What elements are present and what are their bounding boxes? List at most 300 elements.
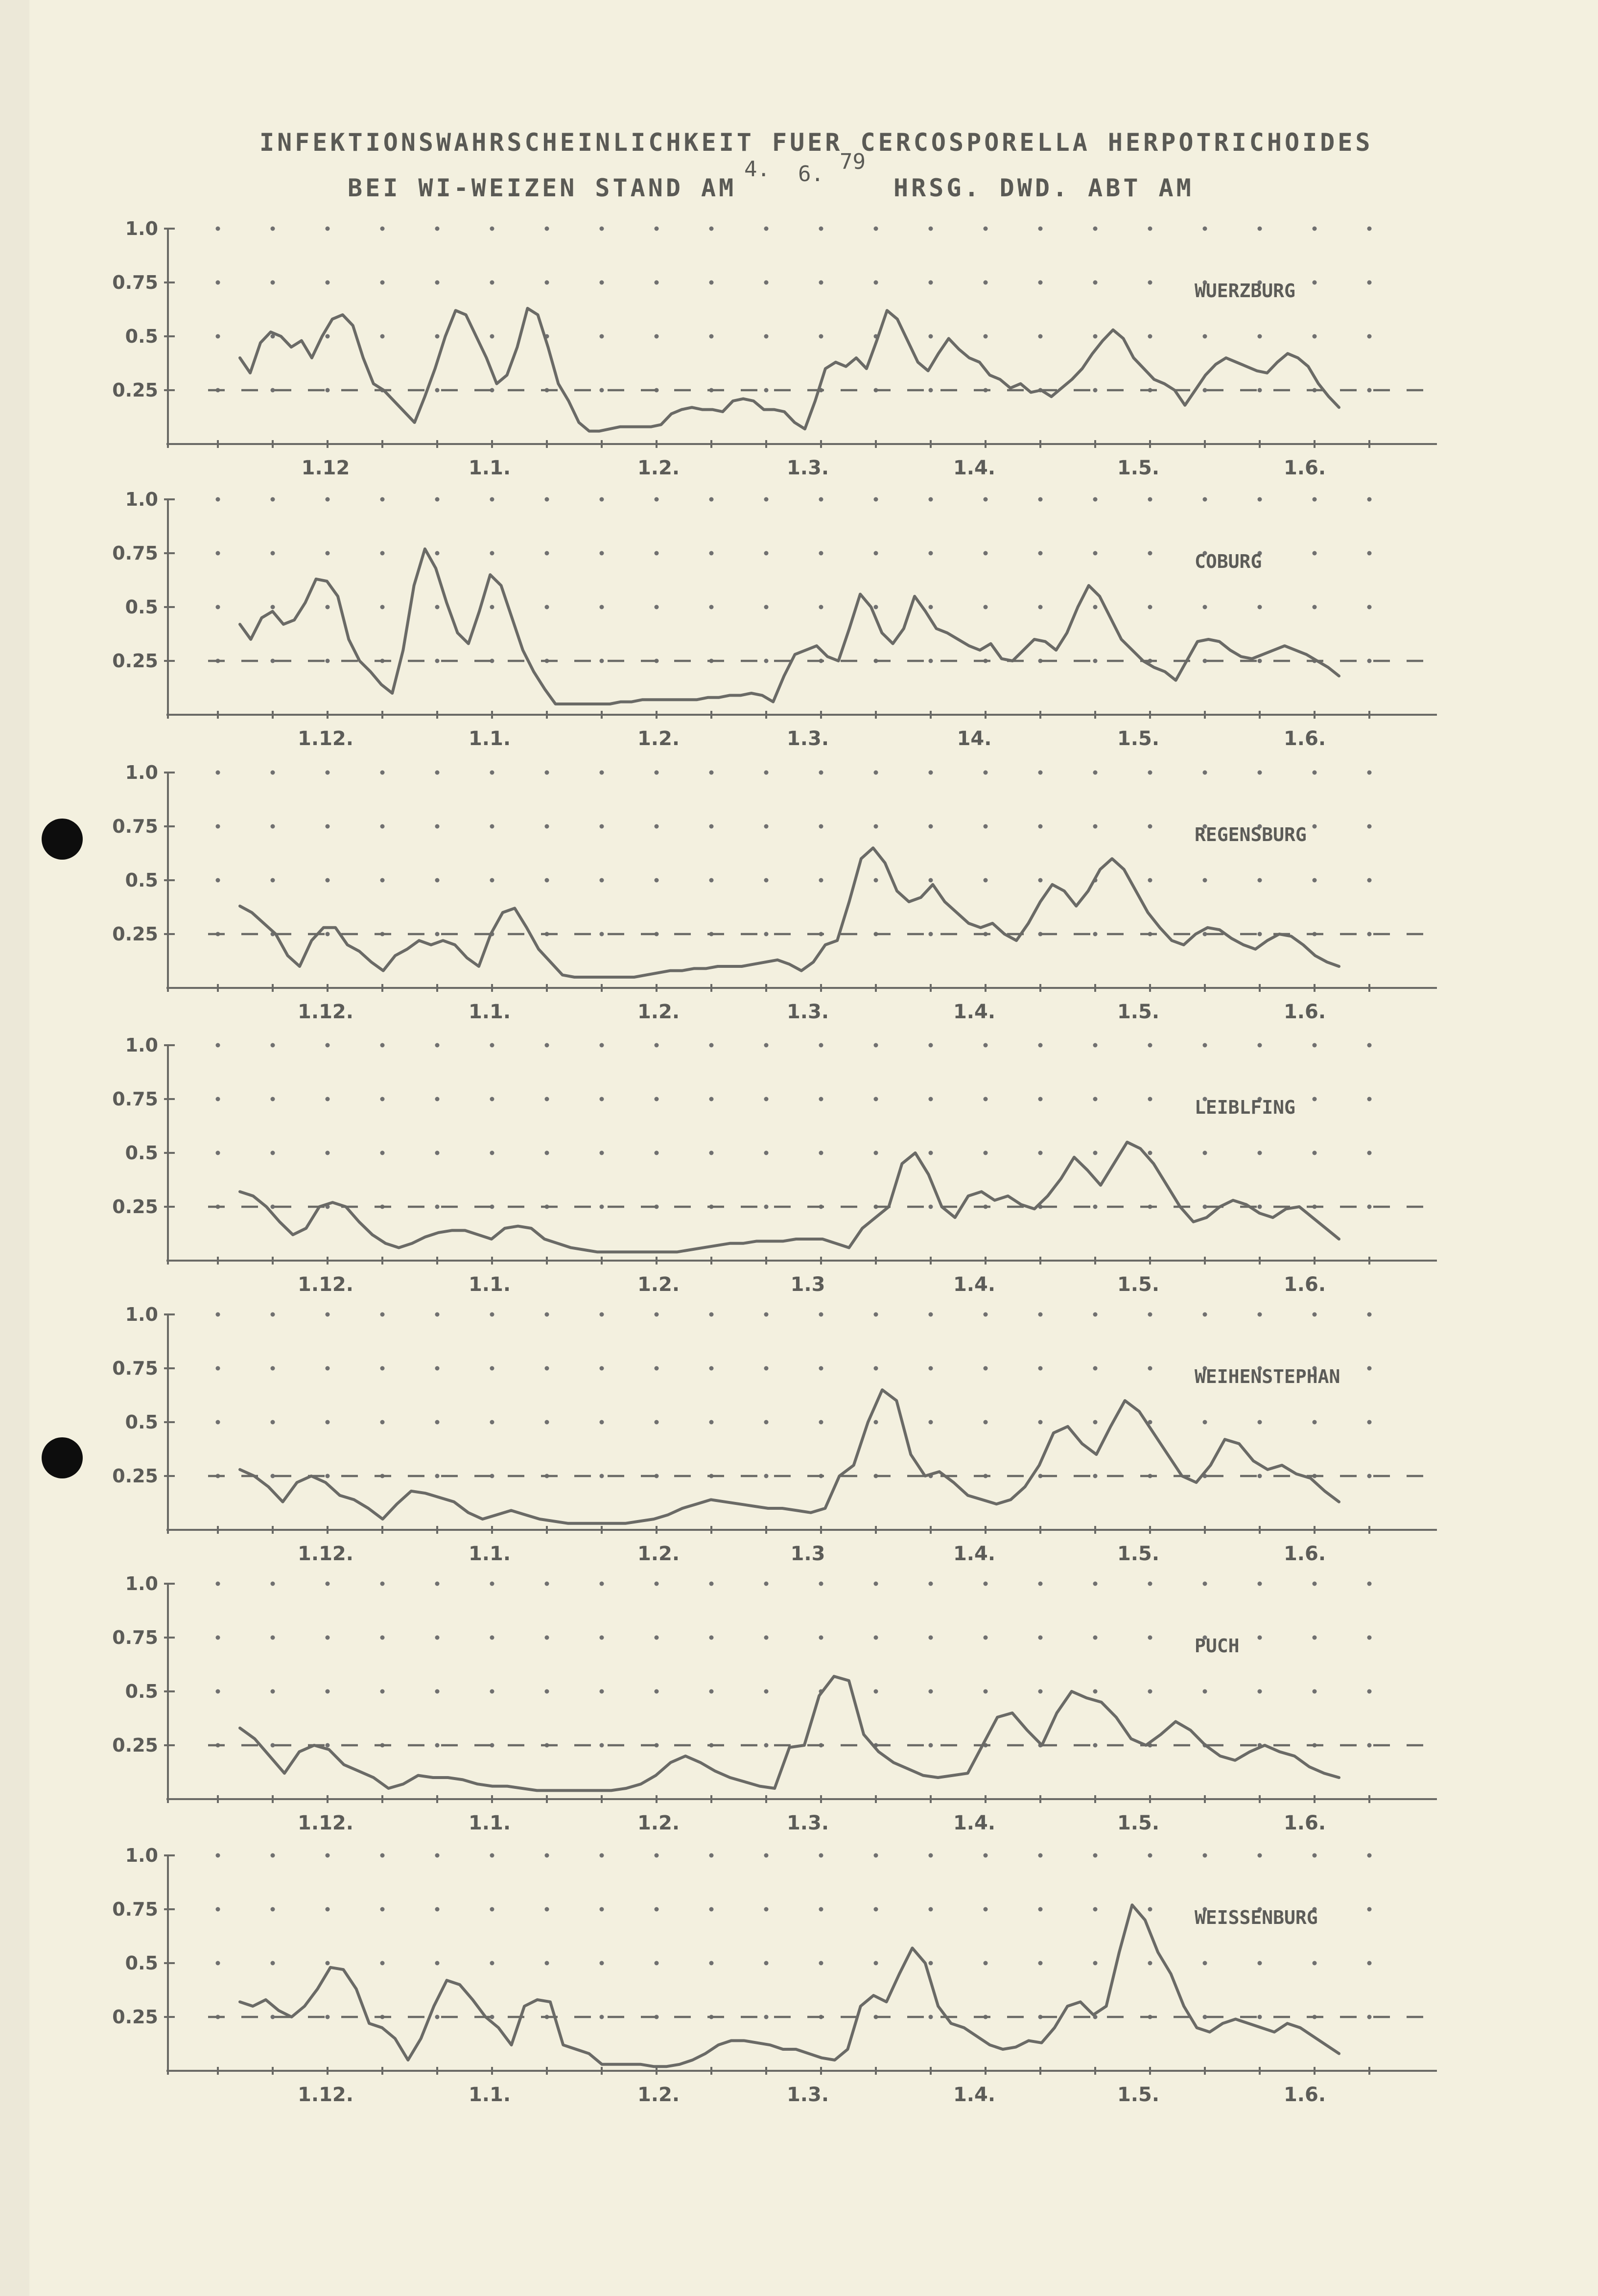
grid-dot xyxy=(1038,1961,1043,1966)
grid-dot xyxy=(764,388,769,393)
grid-dot xyxy=(490,1151,494,1155)
grid-dot xyxy=(545,227,549,231)
grid-dot xyxy=(600,1743,604,1748)
infection-probability-line xyxy=(240,1676,1339,1790)
x-tick-label: 1.3 xyxy=(790,1273,825,1296)
grid-dot xyxy=(819,281,823,285)
grid-dot xyxy=(709,227,714,231)
grid-dot xyxy=(655,1312,659,1317)
grid-dot xyxy=(216,771,220,775)
grid-dot xyxy=(600,1366,604,1371)
grid-dot xyxy=(216,1366,220,1371)
grid-dot xyxy=(216,1097,220,1101)
grid-dot xyxy=(490,1043,494,1048)
grid-dot xyxy=(709,1420,714,1425)
grid-dot xyxy=(1203,227,1207,231)
grid-dot xyxy=(1313,1961,1317,1966)
grid-dot xyxy=(216,878,220,883)
grid-dot xyxy=(545,1043,549,1048)
grid-dot xyxy=(709,878,714,883)
grid-dot xyxy=(929,1961,933,1966)
x-tick-label: 1.2. xyxy=(637,1812,680,1834)
grid-dot xyxy=(984,1636,988,1640)
grid-dot xyxy=(216,1582,220,1586)
x-tick-label: 1.5. xyxy=(1117,1001,1160,1023)
grid-dot xyxy=(764,824,769,829)
grid-dot xyxy=(271,1151,275,1155)
grid-dot xyxy=(600,659,604,663)
grid-dot xyxy=(600,932,604,937)
grid-dot xyxy=(655,334,659,339)
grid-dot xyxy=(819,1636,823,1640)
grid-dot xyxy=(545,824,549,829)
x-tick-label: 1.6. xyxy=(1283,727,1326,750)
y-tick-label: 1.0 xyxy=(125,762,158,783)
grid-dot xyxy=(271,551,275,556)
grid-dot xyxy=(874,281,878,285)
y-tick-label: 0.25 xyxy=(112,379,158,401)
grid-dot xyxy=(984,1043,988,1048)
grid-dot xyxy=(1258,1474,1262,1478)
grid-dot xyxy=(1203,659,1207,663)
grid-dot xyxy=(271,1043,275,1048)
grid-dot xyxy=(326,1689,330,1694)
grid-dot xyxy=(1203,1205,1207,1209)
grid-dot xyxy=(709,334,714,339)
grid-dot xyxy=(984,878,988,883)
grid-dot xyxy=(545,878,549,883)
grid-dot xyxy=(435,824,440,829)
grid-dot xyxy=(435,1582,440,1586)
x-tick-label: 14. xyxy=(957,727,992,750)
grid-dot xyxy=(216,1043,220,1048)
grid-dot xyxy=(1258,1151,1262,1155)
grid-dot xyxy=(984,605,988,609)
grid-dot xyxy=(1038,1853,1043,1858)
x-tick-label: 1.4. xyxy=(953,1543,996,1565)
grid-dot xyxy=(764,1474,769,1478)
grid-dot xyxy=(216,824,220,829)
grid-dot xyxy=(819,1961,823,1966)
x-tick-label: 1.1. xyxy=(468,1273,511,1296)
grid-dot xyxy=(1093,1151,1098,1155)
grid-dot xyxy=(380,1366,385,1371)
grid-dot xyxy=(655,1582,659,1586)
y-tick-label: 0.25 xyxy=(112,1465,158,1487)
y-tick-label: 1.0 xyxy=(125,218,158,239)
grid-dot xyxy=(1093,1097,1098,1101)
grid-dot xyxy=(545,1312,549,1317)
grid-dot xyxy=(1258,334,1262,339)
grid-dot xyxy=(1313,497,1317,502)
grid-dot xyxy=(929,2015,933,2019)
grid-dot xyxy=(709,1043,714,1048)
grid-dot xyxy=(271,1312,275,1317)
grid-dot xyxy=(655,605,659,609)
grid-dot xyxy=(874,227,878,231)
grid-dot xyxy=(1038,1097,1043,1101)
grid-dot xyxy=(600,1043,604,1048)
grid-dot xyxy=(709,1582,714,1586)
grid-dot xyxy=(216,1312,220,1317)
grid-dot xyxy=(380,1097,385,1101)
x-tick-label: 1.2. xyxy=(637,727,680,750)
grid-dot xyxy=(709,1689,714,1694)
grid-dot xyxy=(1148,1366,1152,1371)
grid-dot xyxy=(545,1151,549,1155)
grid-dot xyxy=(1148,334,1152,339)
grid-dot xyxy=(874,1151,878,1155)
grid-dot xyxy=(819,551,823,556)
x-tick-label: 1.12. xyxy=(298,1812,353,1834)
grid-dot xyxy=(435,1151,440,1155)
grid-dot xyxy=(984,497,988,502)
x-tick-label: 1.4. xyxy=(953,1812,996,1834)
grid-dot xyxy=(1148,878,1152,883)
grid-dot xyxy=(490,497,494,502)
y-tick-label: 0.5 xyxy=(125,1411,158,1433)
grid-dot xyxy=(1093,1043,1098,1048)
y-tick-label: 0.5 xyxy=(125,596,158,618)
grid-dot xyxy=(435,334,440,339)
grid-dot xyxy=(929,281,933,285)
grid-dot xyxy=(874,1097,878,1101)
grid-dot xyxy=(600,2015,604,2019)
grid-dot xyxy=(1148,227,1152,231)
grid-dot xyxy=(929,878,933,883)
grid-dot xyxy=(1093,1961,1098,1966)
grid-dot xyxy=(271,497,275,502)
grid-dot xyxy=(984,1689,988,1694)
grid-dot xyxy=(764,1582,769,1586)
grid-dot xyxy=(929,771,933,775)
grid-dot xyxy=(929,1743,933,1748)
grid-dot xyxy=(435,281,440,285)
infection-probability-line xyxy=(240,1142,1339,1252)
grid-dot xyxy=(545,605,549,609)
grid-dot xyxy=(1093,1205,1098,1209)
grid-dot xyxy=(1367,1097,1372,1101)
grid-dot xyxy=(764,932,769,937)
grid-dot xyxy=(1038,1907,1043,1912)
grid-dot xyxy=(1038,227,1043,231)
grid-dot xyxy=(1367,1205,1372,1209)
infection-probability-line xyxy=(240,308,1339,431)
grid-dot xyxy=(874,1366,878,1371)
x-tick-label: 1.5. xyxy=(1117,1812,1160,1834)
grid-dot xyxy=(655,1907,659,1912)
grid-dot xyxy=(1313,1043,1317,1048)
grid-dot xyxy=(1258,1205,1262,1209)
station-label: WEISSENBURG xyxy=(1195,1907,1318,1928)
grid-dot xyxy=(1148,1853,1152,1858)
x-tick-label: 1.6. xyxy=(1283,1543,1326,1565)
grid-dot xyxy=(216,551,220,556)
grid-dot xyxy=(1258,771,1262,775)
grid-dot xyxy=(490,1420,494,1425)
grid-dot xyxy=(1367,1582,1372,1586)
grid-dot xyxy=(1313,878,1317,883)
y-tick-label: 0.25 xyxy=(112,1196,158,1218)
grid-dot xyxy=(435,771,440,775)
y-tick-label: 0.75 xyxy=(112,1898,158,1920)
y-tick-label: 0.25 xyxy=(112,923,158,945)
grid-dot xyxy=(709,1312,714,1317)
x-tick-label: 1.6. xyxy=(1283,1812,1326,1834)
y-tick-label: 0.25 xyxy=(112,2006,158,2028)
grid-dot xyxy=(271,388,275,393)
grid-dot xyxy=(435,1636,440,1640)
grid-dot xyxy=(819,1097,823,1101)
grid-dot xyxy=(655,1366,659,1371)
grid-dot xyxy=(709,605,714,609)
grid-dot xyxy=(435,1743,440,1748)
grid-dot xyxy=(709,1961,714,1966)
grid-dot xyxy=(984,1961,988,1966)
grid-dot xyxy=(819,1853,823,1858)
y-tick-label: 0.5 xyxy=(125,869,158,891)
grid-dot xyxy=(764,1366,769,1371)
grid-dot xyxy=(984,281,988,285)
grid-dot xyxy=(1367,1689,1372,1694)
grid-dot xyxy=(326,1743,330,1748)
x-tick-label: 1.2. xyxy=(637,1543,680,1565)
grid-dot xyxy=(1038,605,1043,609)
grid-dot xyxy=(1038,334,1043,339)
y-tick-label: 0.75 xyxy=(112,542,158,564)
grid-dot xyxy=(1148,824,1152,829)
grid-dot xyxy=(1093,1743,1098,1748)
grid-dot xyxy=(1258,2015,1262,2019)
grid-dot xyxy=(435,1205,440,1209)
grid-dot xyxy=(984,227,988,231)
grid-dot xyxy=(1313,1420,1317,1425)
x-tick-label: 1.4. xyxy=(953,1001,996,1023)
grid-dot xyxy=(1367,388,1372,393)
grid-dot xyxy=(1258,227,1262,231)
x-tick-label: 1.3. xyxy=(786,727,829,750)
grid-dot xyxy=(1367,1636,1372,1640)
grid-dot xyxy=(490,551,494,556)
grid-dot xyxy=(874,1636,878,1640)
grid-dot xyxy=(490,824,494,829)
grid-dot xyxy=(874,1689,878,1694)
grid-dot xyxy=(326,2015,330,2019)
grid-dot xyxy=(929,1366,933,1371)
grid-dot xyxy=(1203,1961,1207,1966)
grid-dot xyxy=(1038,878,1043,883)
grid-dot xyxy=(1203,1582,1207,1586)
grid-dot xyxy=(271,281,275,285)
grid-dot xyxy=(655,1043,659,1048)
grid-dot xyxy=(709,1853,714,1858)
station-label: WEIHENSTEPHAN xyxy=(1195,1366,1340,1387)
grid-dot xyxy=(764,659,769,663)
grid-dot xyxy=(1038,1636,1043,1640)
grid-dot xyxy=(271,1853,275,1858)
grid-dot xyxy=(435,605,440,609)
grid-dot xyxy=(819,605,823,609)
x-tick-label: 1.12. xyxy=(298,727,353,750)
grid-dot xyxy=(1313,1636,1317,1640)
x-tick-label: 1.4. xyxy=(953,2084,996,2106)
grid-dot xyxy=(490,281,494,285)
grid-dot xyxy=(271,1097,275,1101)
x-tick-label: 1.12. xyxy=(298,1001,353,1023)
grid-dot xyxy=(490,227,494,231)
x-tick-label: 1.12. xyxy=(298,1273,353,1296)
station-label: PUCH xyxy=(1195,1635,1240,1657)
grid-dot xyxy=(1258,605,1262,609)
grid-dot xyxy=(1313,1312,1317,1317)
grid-dot xyxy=(216,605,220,609)
grid-dot xyxy=(600,1907,604,1912)
grid-dot xyxy=(435,388,440,393)
grid-dot xyxy=(655,281,659,285)
grid-dot xyxy=(435,932,440,937)
grid-dot xyxy=(655,551,659,556)
grid-dot xyxy=(490,1853,494,1858)
grid-dot xyxy=(1258,659,1262,663)
grid-dot xyxy=(271,1961,275,1966)
grid-dot xyxy=(764,1743,769,1748)
grid-dot xyxy=(326,932,330,937)
grid-dot xyxy=(1367,932,1372,937)
grid-dot xyxy=(764,551,769,556)
grid-dot xyxy=(874,1853,878,1858)
grid-dot xyxy=(490,1582,494,1586)
grid-dot xyxy=(1148,551,1152,556)
grid-dot xyxy=(435,1312,440,1317)
grid-dot xyxy=(764,281,769,285)
infection-probability-line xyxy=(240,1390,1339,1523)
grid-dot xyxy=(490,1636,494,1640)
grid-dot xyxy=(819,1043,823,1048)
grid-dot xyxy=(984,1582,988,1586)
grid-dot xyxy=(1203,932,1207,937)
y-tick-label: 1.0 xyxy=(125,489,158,510)
grid-dot xyxy=(380,1312,385,1317)
y-tick-label: 1.0 xyxy=(125,1304,158,1325)
grid-dot xyxy=(709,1636,714,1640)
grid-dot xyxy=(1258,878,1262,883)
grid-dot xyxy=(874,878,878,883)
grid-dot xyxy=(1038,1366,1043,1371)
grid-dot xyxy=(326,1366,330,1371)
grid-dot xyxy=(435,1961,440,1966)
grid-dot xyxy=(216,1636,220,1640)
grid-dot xyxy=(1148,605,1152,609)
grid-dot xyxy=(984,1366,988,1371)
title-line-2-left: BEI WI-WEIZEN STAND AM xyxy=(348,174,737,202)
x-tick-label: 1.3. xyxy=(786,457,829,479)
grid-dot xyxy=(545,1907,549,1912)
grid-dot xyxy=(1367,281,1372,285)
x-tick-label: 1.12. xyxy=(298,1543,353,1565)
title-line-1: INFEKTIONSWAHRSCHEINLICHKEIT FUER CERCOSPORELLA HERPOTRICHOIDES xyxy=(259,128,1373,157)
grid-dot xyxy=(600,1636,604,1640)
grid-dot xyxy=(380,1043,385,1048)
grid-dot xyxy=(1313,1582,1317,1586)
grid-dot xyxy=(929,1907,933,1912)
grid-dot xyxy=(655,1636,659,1640)
grid-dot xyxy=(1313,1689,1317,1694)
grid-dot xyxy=(545,1582,549,1586)
grid-dot xyxy=(326,1853,330,1858)
x-tick-label: 1.5. xyxy=(1117,1273,1160,1296)
grid-dot xyxy=(1038,1689,1043,1694)
grid-dot xyxy=(764,1312,769,1317)
grid-dot xyxy=(600,227,604,231)
grid-dot xyxy=(1367,1743,1372,1748)
grid-dot xyxy=(435,1097,440,1101)
x-tick-label: 1.6. xyxy=(1283,1273,1326,1296)
grid-dot xyxy=(490,771,494,775)
grid-dot xyxy=(271,1689,275,1694)
grid-dot xyxy=(764,227,769,231)
grid-dot xyxy=(545,771,549,775)
grid-dot xyxy=(1093,659,1098,663)
grid-dot xyxy=(1313,227,1317,231)
grid-dot xyxy=(1367,1043,1372,1048)
grid-dot xyxy=(380,824,385,829)
x-tick-label: 1.3. xyxy=(786,1812,829,1834)
grid-dot xyxy=(1203,334,1207,339)
grid-dot xyxy=(984,1097,988,1101)
grid-dot xyxy=(1148,1151,1152,1155)
grid-dot xyxy=(600,1151,604,1155)
grid-dot xyxy=(326,1043,330,1048)
y-tick-label: 1.0 xyxy=(125,1034,158,1056)
grid-dot xyxy=(874,1420,878,1425)
grid-dot xyxy=(326,1961,330,1966)
grid-dot xyxy=(1367,1312,1372,1317)
grid-dot xyxy=(1367,878,1372,883)
grid-dot xyxy=(929,551,933,556)
grid-dot xyxy=(764,771,769,775)
grid-dot xyxy=(655,1097,659,1101)
grid-dot xyxy=(435,1474,440,1478)
grid-dot xyxy=(1093,605,1098,609)
grid-dot xyxy=(271,1907,275,1912)
grid-dot xyxy=(1038,551,1043,556)
grid-dot xyxy=(655,1961,659,1966)
grid-dot xyxy=(600,551,604,556)
x-tick-label: 1.1. xyxy=(468,1812,511,1834)
grid-dot xyxy=(929,1097,933,1101)
grid-dot xyxy=(929,334,933,339)
grid-dot xyxy=(435,497,440,502)
grid-dot xyxy=(655,1420,659,1425)
grid-dot xyxy=(764,1853,769,1858)
grid-dot xyxy=(1203,388,1207,393)
grid-dot xyxy=(216,1689,220,1694)
grid-dot xyxy=(216,497,220,502)
grid-dot xyxy=(600,1582,604,1586)
grid-dot xyxy=(1258,497,1262,502)
grid-dot xyxy=(545,551,549,556)
grid-dot xyxy=(655,1689,659,1694)
grid-dot xyxy=(326,1312,330,1317)
grid-dot xyxy=(1313,771,1317,775)
grid-dot xyxy=(1093,388,1098,393)
grid-dot xyxy=(326,551,330,556)
x-tick-label: 1.1. xyxy=(468,2084,511,2106)
grid-dot xyxy=(380,1420,385,1425)
grid-dot xyxy=(929,1853,933,1858)
grid-dot xyxy=(709,771,714,775)
grid-dot xyxy=(929,1312,933,1317)
